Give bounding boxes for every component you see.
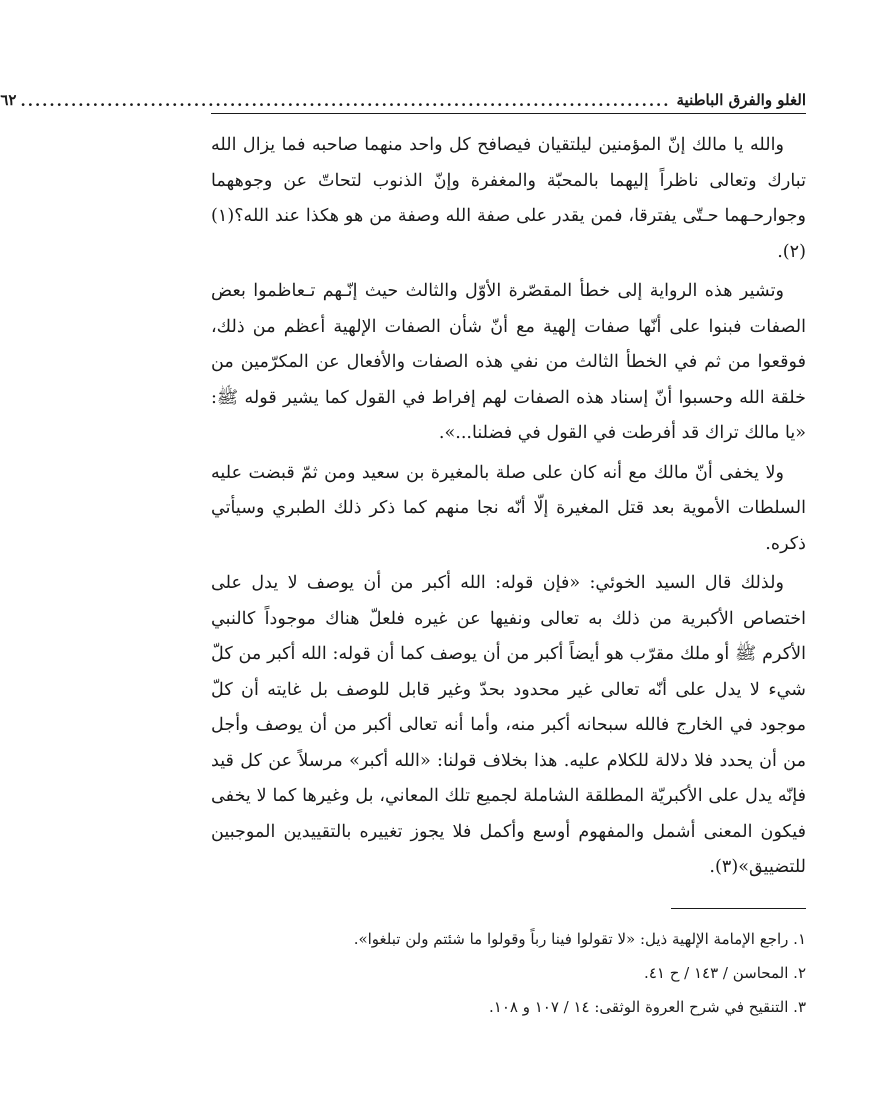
running-title: الغلو والفرق الباطنية <box>676 91 806 109</box>
footnote-3: ٣. التنقيح في شرح العروة الوثقى: ١٤ / ١٠٧ و ١٠٨. <box>488 998 806 1016</box>
header-dot-leader: .......................................................................................... <box>20 92 671 110</box>
page-number: ٦٢ <box>0 91 17 109</box>
running-header <box>0 84 806 114</box>
footnotes <box>211 922 806 1024</box>
paragraph-1: والله يا مالك إنّ المؤمنين ليلتقيان فيصافح كل واحد منهما صاحبه فما يزال الله تبارك وتعالى ناظراً إليهما بالمحبّة والمغفرة وإنّ الذنوب لتحاتّ عن وجوههما وجوارحـهما حـتّى يفترقا، فمن يقدر على صفة الله وصفة من هو هكذا عند الله؟(١)(٢). <box>211 135 806 262</box>
paragraph-4: ولذلك قال السيد الخوئي: «فإن قوله: الله أكبر من أن يوصف لا يدل على اختصاص الأكبرية من ذلك به تعالى ونفيها عن غيره فلعلّ هناك موجوداً كالنبي الأكرم ﷺ أو ملك مقرّب هو أيضاً أكبر من أن يوصف كما أن قوله: الله أكبر من كلّ شيء لا يدل على أنّه تعالى غير محدود بحدّ وغير قابل للوصف بل غايته أن كلّ موجود في الخارج فالله سبحانه أكبر منه، وأما أنه تعالى أكبر من أن يوصف وأجل من أن يحدد فلا دلالة للكلام عليه. هذا بخلاف قولنا: «الله أكبر» مرسلاً عن كل قيد فإنّه يدل على الأكبريّة المطلقة الشاملة لجميع تلك المعاني، بل وغيرها كما لا يخفى فيكون المعنى أشمل والمفهوم أوسع وأكمل فلا يجوز تغييره بالتقييدين الموجبين للتضييق»(٣). <box>211 573 806 877</box>
paragraph-2: وتشير هذه الرواية إلى خطأ المقصّرة الأوّل والثالث حيث إنّـهم تـعاظموا بعض الصفات فبنوا على أنّها صفات إلهية مع أنّ شأن الصفات الإلهية أعظم من ذلك، فوقعوا من ثم في الخطأ الثالث من نفي هذه الصفات والأفعال عن المكرّمين من خلقة الله وحسبوا أنّ إسناد هذه الصفات لهم إفراط في القول كما يشير قوله ﷺ: «يا مالك تراك قد أفرطت في القول في فضلنا...». <box>211 281 806 443</box>
footnote-2: ٢. المحاسن / ١٤٣ / ح ٤١. <box>644 964 806 982</box>
footnote-separator <box>671 908 806 909</box>
paragraph-3: ولا يخفى أنّ مالك مع أنه كان على صلة بالمغيرة بن سعيد ومن ثمّ قبضت عليه السلطات الأموية بعد قتل المغيرة إلّا أنّه نجا منهم كما ذكر ذلك الطبري وسيأتي ذكره. <box>211 462 806 554</box>
footnote-1: ١. راجع الإمامة الإلهية ذيل: «لا تقولوا فينا رباً وقولوا ما شئتم ولن تبلغوا». <box>353 930 806 948</box>
main-text <box>211 128 806 890</box>
